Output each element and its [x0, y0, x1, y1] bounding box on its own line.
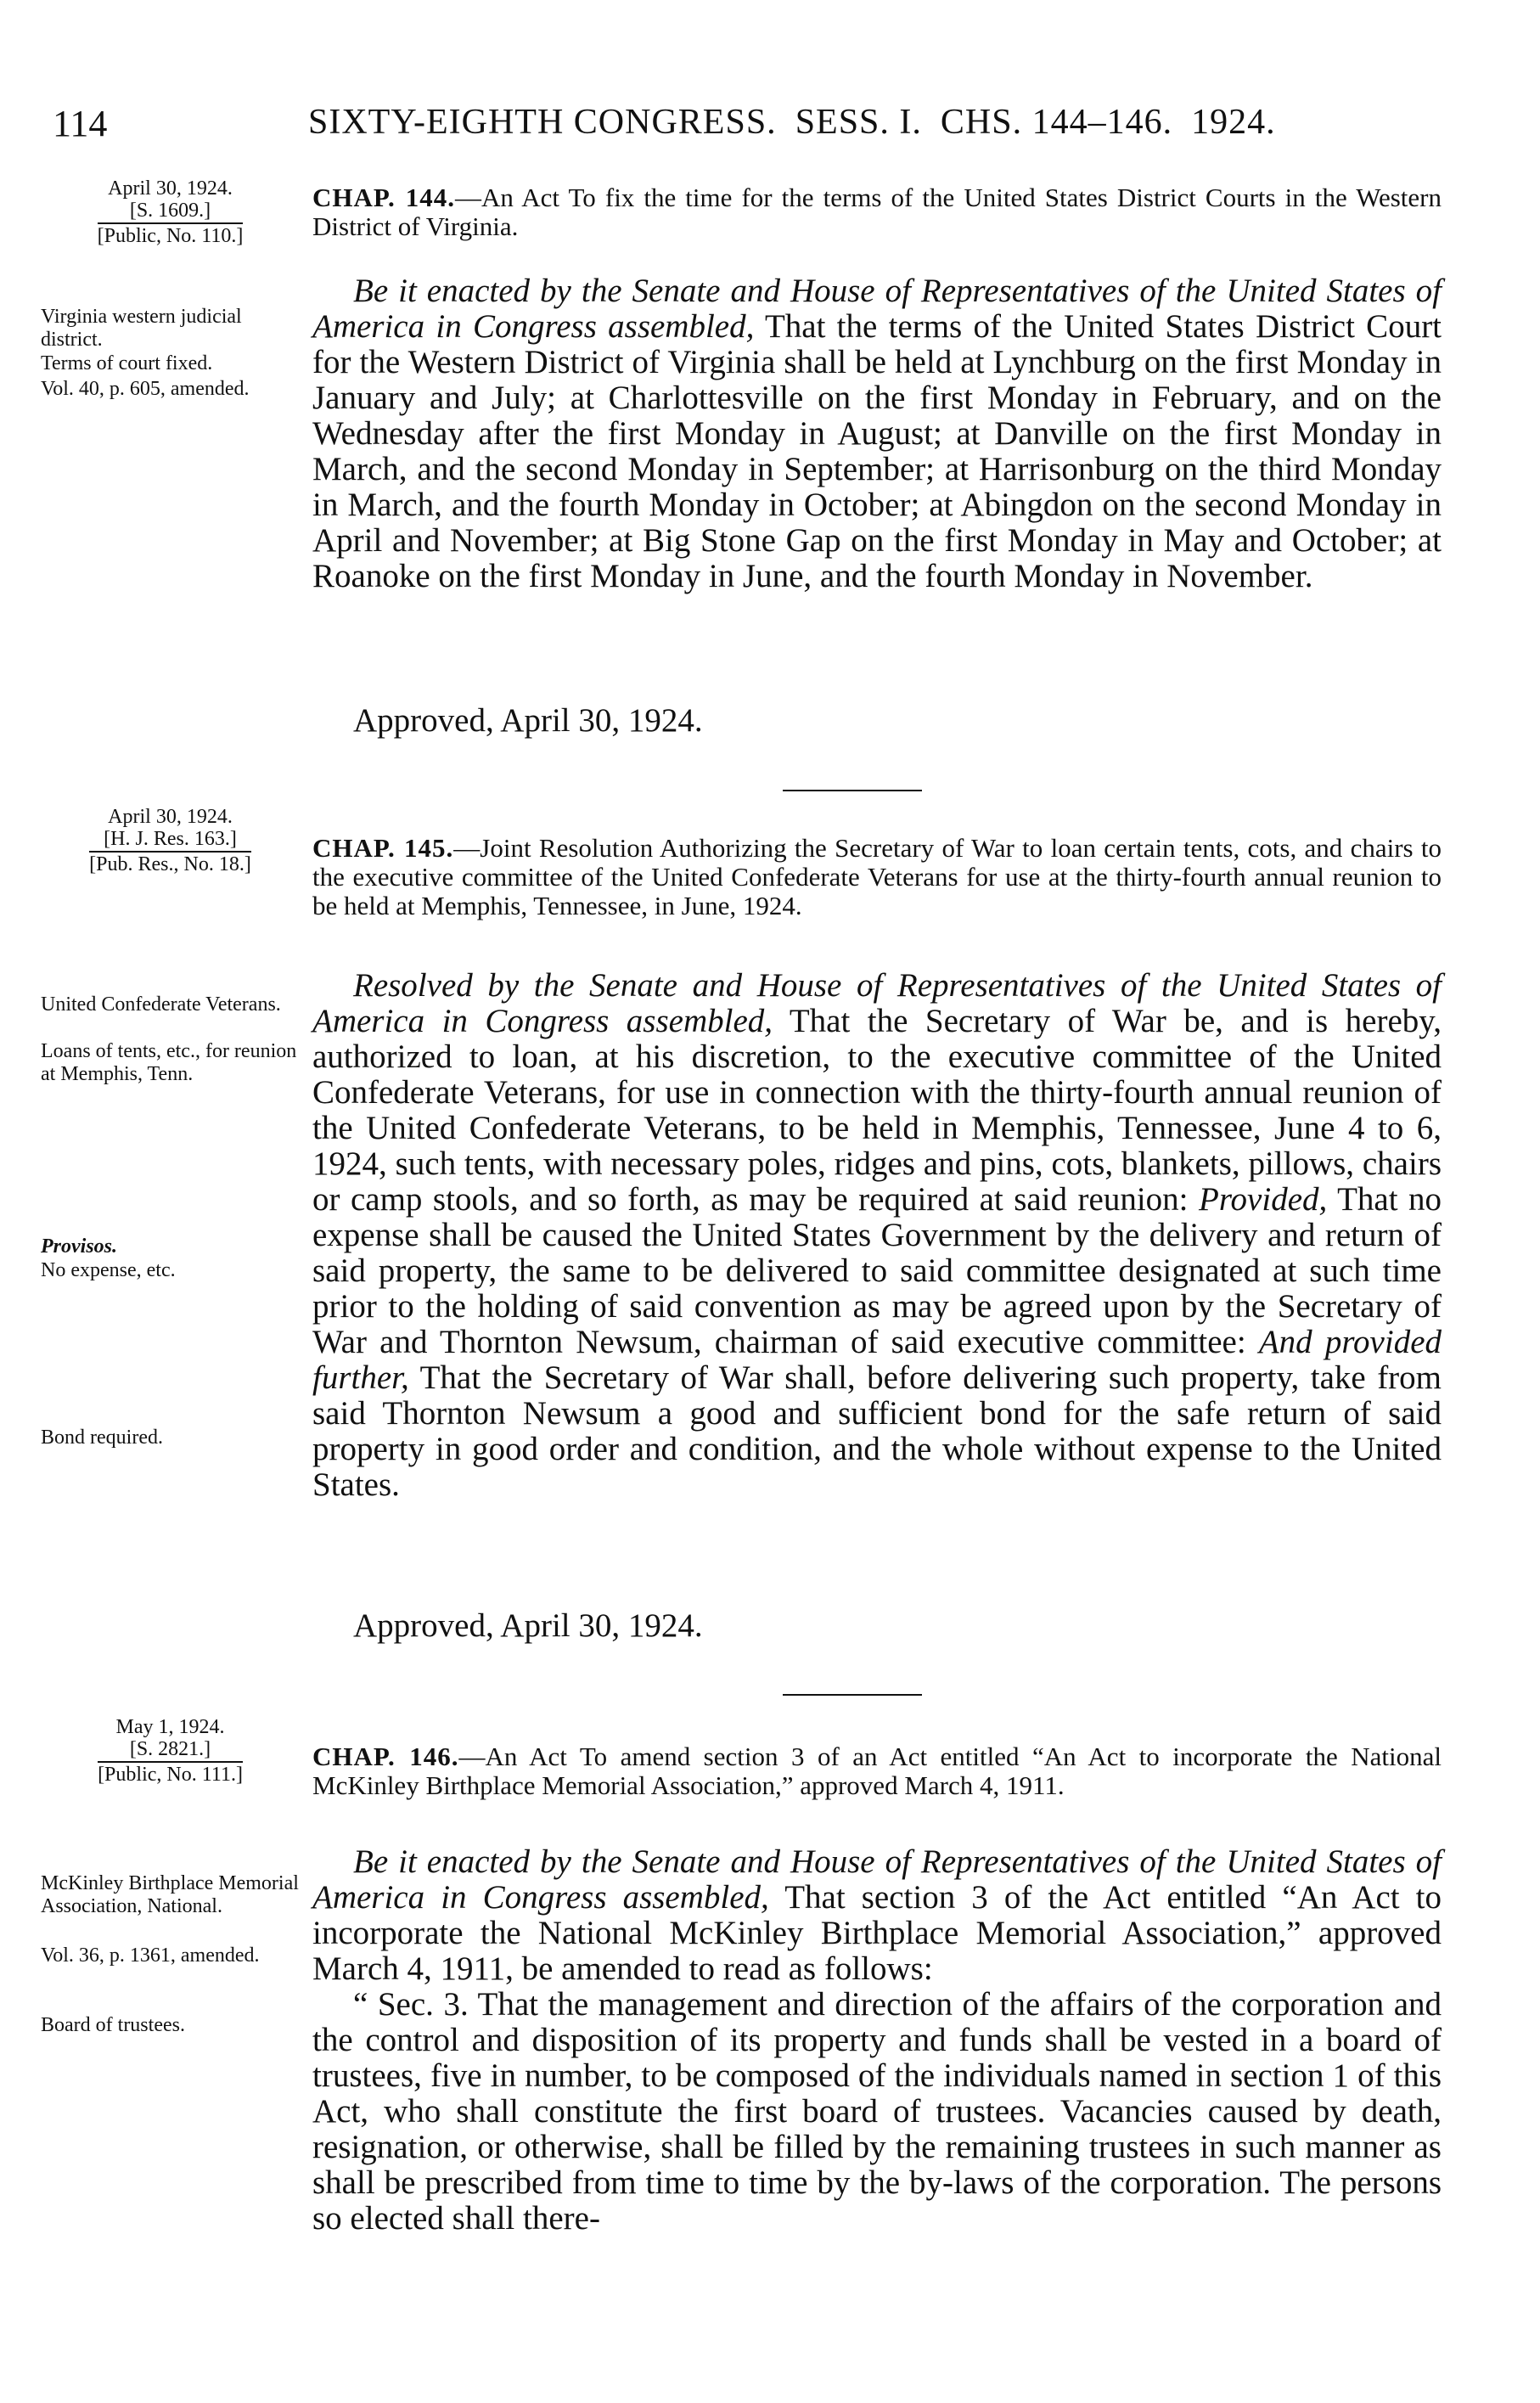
chapters-prefix: C — [940, 103, 965, 142]
chap144-note-terms: Terms of court fixed. — [41, 352, 213, 374]
chap145-body-3: That the Secretary of War shall, before delivering such property, take from said Thornton Newsum a good and sufficient bond for the safe return of said property in good order and condition, and the whole without expense to the United States. — [312, 1359, 1442, 1503]
chap145-note-provisos: Provisos. — [41, 1235, 117, 1258]
chap145-provided-further: And provided further, — [312, 1324, 1442, 1396]
chap146-date: May 1, 1924. — [115, 1716, 225, 1738]
chap145-approved: Approved, April 30, 1924. — [353, 1607, 703, 1644]
chap144-approved: Approved, April 30, 1924. — [353, 702, 703, 739]
congress-label: SIXTY-EIGHTH CONGRESS. — [308, 103, 777, 142]
section-divider — [783, 1694, 922, 1696]
chap145-note-bond: Bond required. — [41, 1427, 163, 1449]
chap145-note-veterans: United Confederate Veterans. — [41, 993, 281, 1016]
chap144-note-district: Virginia western judicial district. — [41, 306, 242, 351]
chap144-body-text: That the terms of the United States District Court for the Western District of Virginia shall be held at Lynchburg on the first Monday in January and July; at Charlottesville on the first Monday in February, and on the Wednesday after the first Monday in August; at Danville on the first Monday in March, and the second Monday in September; at Harrisonburg on the third Monday in March, and the fourth Monday in October; at Abingdon on the second Monday in April and November; at Big Stone Gap on the first Monday in May and October; at Roanoke on the first Monday in June, and the fourth Monday in November. — [312, 308, 1442, 594]
session-prefix: S — [795, 103, 817, 142]
chap146-enacting-clause: Be it enacted by the Senate and House of Representatives of the United States of America in Congress assembled, — [312, 1843, 1442, 1916]
chap146-title-text: —An Act To amend section 3 of an Act entitled “An Act to incorporate the National McKinley Birthplace Memorial Association,” approved March 4, 1911. — [312, 1742, 1442, 1801]
chap145-public: [Pub. Res., No. 18.] — [89, 851, 251, 876]
chap144-enacting-clause: Be it enacted by the Senate and House of Representatives of the United States of America in Congress assembled, — [312, 273, 1442, 345]
chap144-title-text: —An Act To fix the time for the terms of the United States District Courts in the Western District of Virginia. — [312, 183, 1442, 242]
chap146-note-vol: Vol. 36, p. 1361, amended. — [41, 1944, 260, 1967]
chap144-bill: [S. 1609.] — [129, 199, 211, 222]
chap144-body — [312, 273, 1442, 594]
chap145-title — [312, 834, 1442, 920]
chap145-bill: [H. J. Res. 163.] — [104, 827, 237, 850]
chap145-label: CHAP. 145. — [312, 833, 454, 863]
chap146-body-text: That section 3 of the Act entitled “An Act to incorporate the National McKinley Birthplace Memorial Association,” approved March 4, 1911, be amended to read as follows: — [312, 1879, 1442, 1987]
chap144-margin-citation — [41, 178, 300, 248]
chap144-public: [Public, No. 110.] — [98, 222, 244, 248]
chapters-rest: HS. 144–146. — [964, 103, 1173, 142]
running-head — [308, 102, 1429, 143]
chap145-body-1: That the Secretary of War be, and is hereby, authorized to loan, at his discretion, to the executive committee of the United Confederate Veterans, for use in connection with the thirty-fourth annual reunion of the United Confederate Veterans, to be held in Memphis, Tennessee, June 4 to 6, 1924, such tents, with necessary poles, ridges and pins, cots, blankets, pillows, chairs or camp stools, and so forth, as may be required at said reunion: — [312, 1003, 1442, 1218]
chap144-date: April 30, 1924. — [108, 177, 233, 200]
chap146-body — [312, 1844, 1442, 2237]
section-divider — [783, 790, 922, 791]
chap145-date: April 30, 1924. — [108, 806, 233, 828]
chap144-note-vol: Vol. 40, p. 605, amended. — [41, 378, 250, 400]
chap145-note-loans: Loans of tents, etc., for reunion at Memphis, Tenn. — [41, 1040, 297, 1085]
chap146-bill: [S. 2821.] — [129, 1737, 211, 1760]
chap145-body — [312, 968, 1442, 1503]
chap146-margin-citation — [41, 1717, 300, 1787]
session-rest: ESS. I. — [816, 103, 922, 142]
chap146-label: CHAP. 146. — [312, 1742, 459, 1771]
chap146-note-board: Board of trustees. — [41, 2014, 185, 2036]
chap146-title — [312, 1742, 1442, 1800]
chap145-title-text: —Joint Resolution Authorizing the Secretary of War to loan certain tents, cots, and chairs to the executive committee of the United Confederate Veterans for use at the thirty-fourth annual reunion to be held at Memphis, Tennessee, in June, 1924. — [312, 833, 1442, 921]
chap145-body-2: That no expense shall be caused the United States Government by the delivery and return of said property, the same to be delivered to said committee designated at such time prior to the holding of said convention as may be agreed upon by the Secretary of War and Thornton Newsum, chairman of said executive committee: — [312, 1181, 1442, 1360]
chap146-public: [Public, No. 111.] — [98, 1761, 243, 1787]
chap144-label: CHAP. 144. — [312, 183, 456, 212]
header-year: 1924. — [1191, 103, 1276, 142]
chap144-title — [312, 183, 1442, 241]
chap145-note-no-expense: No expense, etc. — [41, 1259, 176, 1281]
chap146-sec-body: That the management and direction of the affairs of the corporation and the control and disposition of its property and funds shall be vested in a board of trustees, five in number, to be composed of the individuals named in section 1 of this Act, who shall constitute the first board of trustees. Vacancies caused by death, resignation, or otherwise, shall be filled by the remaining trustees in such manner as shall be prescribed from time to time by the by-laws of the corporation. The persons so elected shall there- — [312, 1986, 1442, 2237]
chap145-enacting-clause: Resolved by the Senate and House of Representatives of the United States of America in Congress assembled, — [312, 967, 1442, 1039]
page-number: 114 — [53, 103, 108, 144]
chap145-provided: Provided, — [1199, 1181, 1328, 1218]
chap145-margin-citation — [41, 807, 300, 876]
chap146-sec-label: “ Sec. 3. — [353, 1986, 469, 2023]
chap146-note-association: McKinley Birthplace Memorial Association, National. — [41, 1872, 299, 1917]
